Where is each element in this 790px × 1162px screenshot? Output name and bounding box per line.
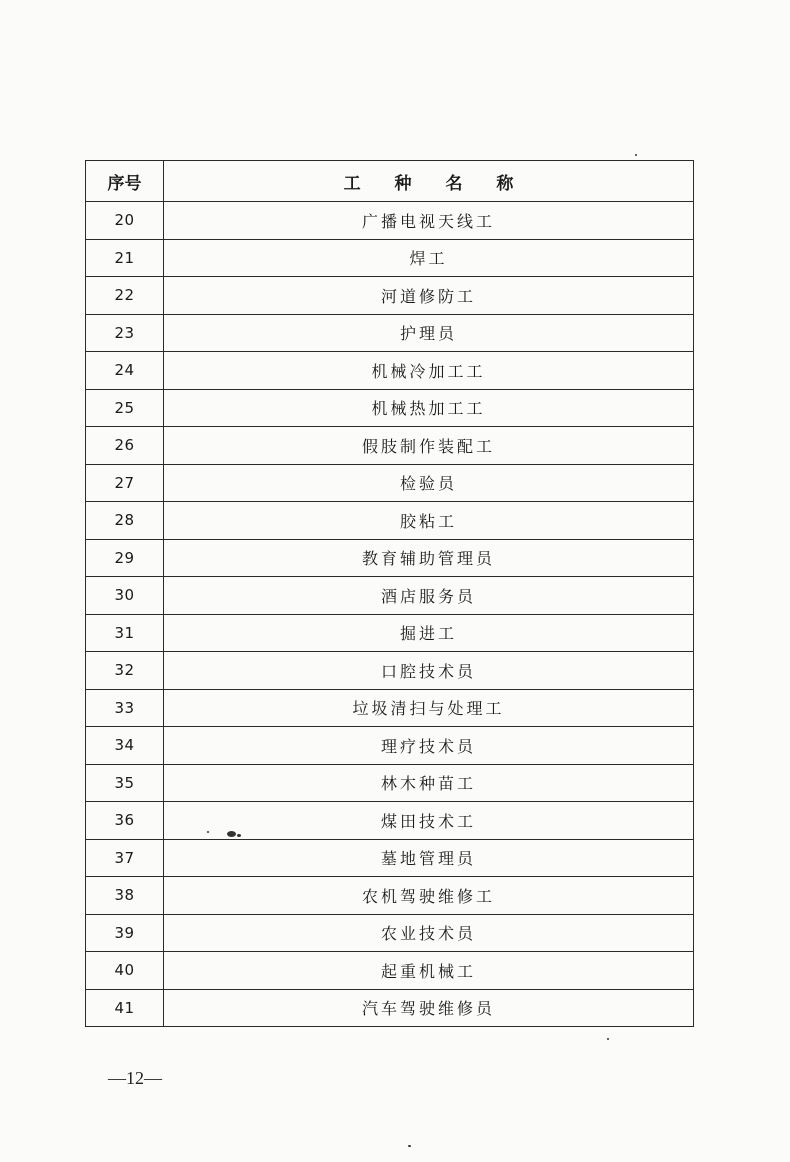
table-row <box>86 389 694 427</box>
row-number: 24 <box>86 352 164 390</box>
table-row <box>86 914 694 952</box>
scan-speck <box>227 831 236 837</box>
row-number: 40 <box>86 952 164 990</box>
row-number: 39 <box>86 914 164 952</box>
row-job-name: 河道修防工 <box>164 277 694 315</box>
row-job-name: 掘进工 <box>164 614 694 652</box>
table-row <box>86 652 694 690</box>
header-job-name: 工 种 名 称 <box>164 161 694 202</box>
row-job-name: 假肢制作装配工 <box>164 427 694 465</box>
row-job-name: 检验员 <box>164 464 694 502</box>
scan-speck <box>237 834 241 837</box>
row-job-name: 起重机械工 <box>164 952 694 990</box>
table-row <box>86 502 694 540</box>
row-job-name: 林木种苗工 <box>164 764 694 802</box>
row-job-name: 汽车驾驶维修员 <box>164 989 694 1027</box>
row-number: 27 <box>86 464 164 502</box>
row-number: 30 <box>86 577 164 615</box>
row-job-name: 护理员 <box>164 314 694 352</box>
page-number: —12— <box>108 1068 162 1088</box>
row-number: 33 <box>86 689 164 727</box>
scan-speck <box>207 831 209 833</box>
row-number: 35 <box>86 764 164 802</box>
row-job-name: 酒店服务员 <box>164 577 694 615</box>
row-job-name: 农机驾驶维修工 <box>164 877 694 915</box>
row-job-name: 理疗技术员 <box>164 727 694 765</box>
row-job-name: 煤田技术工 <box>164 802 694 840</box>
row-job-name: 胶粘工 <box>164 502 694 540</box>
row-number: 22 <box>86 277 164 315</box>
table-row <box>86 427 694 465</box>
row-number: 21 <box>86 239 164 277</box>
table-row <box>86 577 694 615</box>
table-row <box>86 539 694 577</box>
scan-speck <box>607 1038 609 1040</box>
table-row <box>86 464 694 502</box>
row-number: 26 <box>86 427 164 465</box>
table-row <box>86 727 694 765</box>
scan-speck <box>635 154 637 156</box>
table-row <box>86 952 694 990</box>
row-number: 20 <box>86 202 164 240</box>
table-row <box>86 614 694 652</box>
table-row <box>86 314 694 352</box>
row-number: 31 <box>86 614 164 652</box>
row-number: 38 <box>86 877 164 915</box>
table-row <box>86 877 694 915</box>
table-row <box>86 277 694 315</box>
row-job-name: 垃圾清扫与处理工 <box>164 689 694 727</box>
row-number: 32 <box>86 652 164 690</box>
header-number: 序号 <box>86 161 164 202</box>
table-header-row <box>86 161 694 202</box>
row-job-name: 口腔技术员 <box>164 652 694 690</box>
table-row <box>86 764 694 802</box>
row-number: 36 <box>86 802 164 840</box>
table-row <box>86 802 694 840</box>
table-row <box>86 989 694 1027</box>
row-job-name: 机械热加工工 <box>164 389 694 427</box>
table-row <box>86 352 694 390</box>
job-types-table <box>85 160 694 1027</box>
table-row <box>86 839 694 877</box>
row-number: 25 <box>86 389 164 427</box>
table-row <box>86 239 694 277</box>
row-job-name: 教育辅助管理员 <box>164 539 694 577</box>
row-number: 28 <box>86 502 164 540</box>
row-job-name: 机械冷加工工 <box>164 352 694 390</box>
row-number: 41 <box>86 989 164 1027</box>
row-number: 37 <box>86 839 164 877</box>
row-job-name: 广播电视天线工 <box>164 202 694 240</box>
row-job-name: 焊工 <box>164 239 694 277</box>
scan-speck <box>408 1145 411 1147</box>
table-row <box>86 202 694 240</box>
row-job-name: 墓地管理员 <box>164 839 694 877</box>
row-job-name: 农业技术员 <box>164 914 694 952</box>
row-number: 29 <box>86 539 164 577</box>
row-number: 23 <box>86 314 164 352</box>
row-number: 34 <box>86 727 164 765</box>
table-row <box>86 689 694 727</box>
